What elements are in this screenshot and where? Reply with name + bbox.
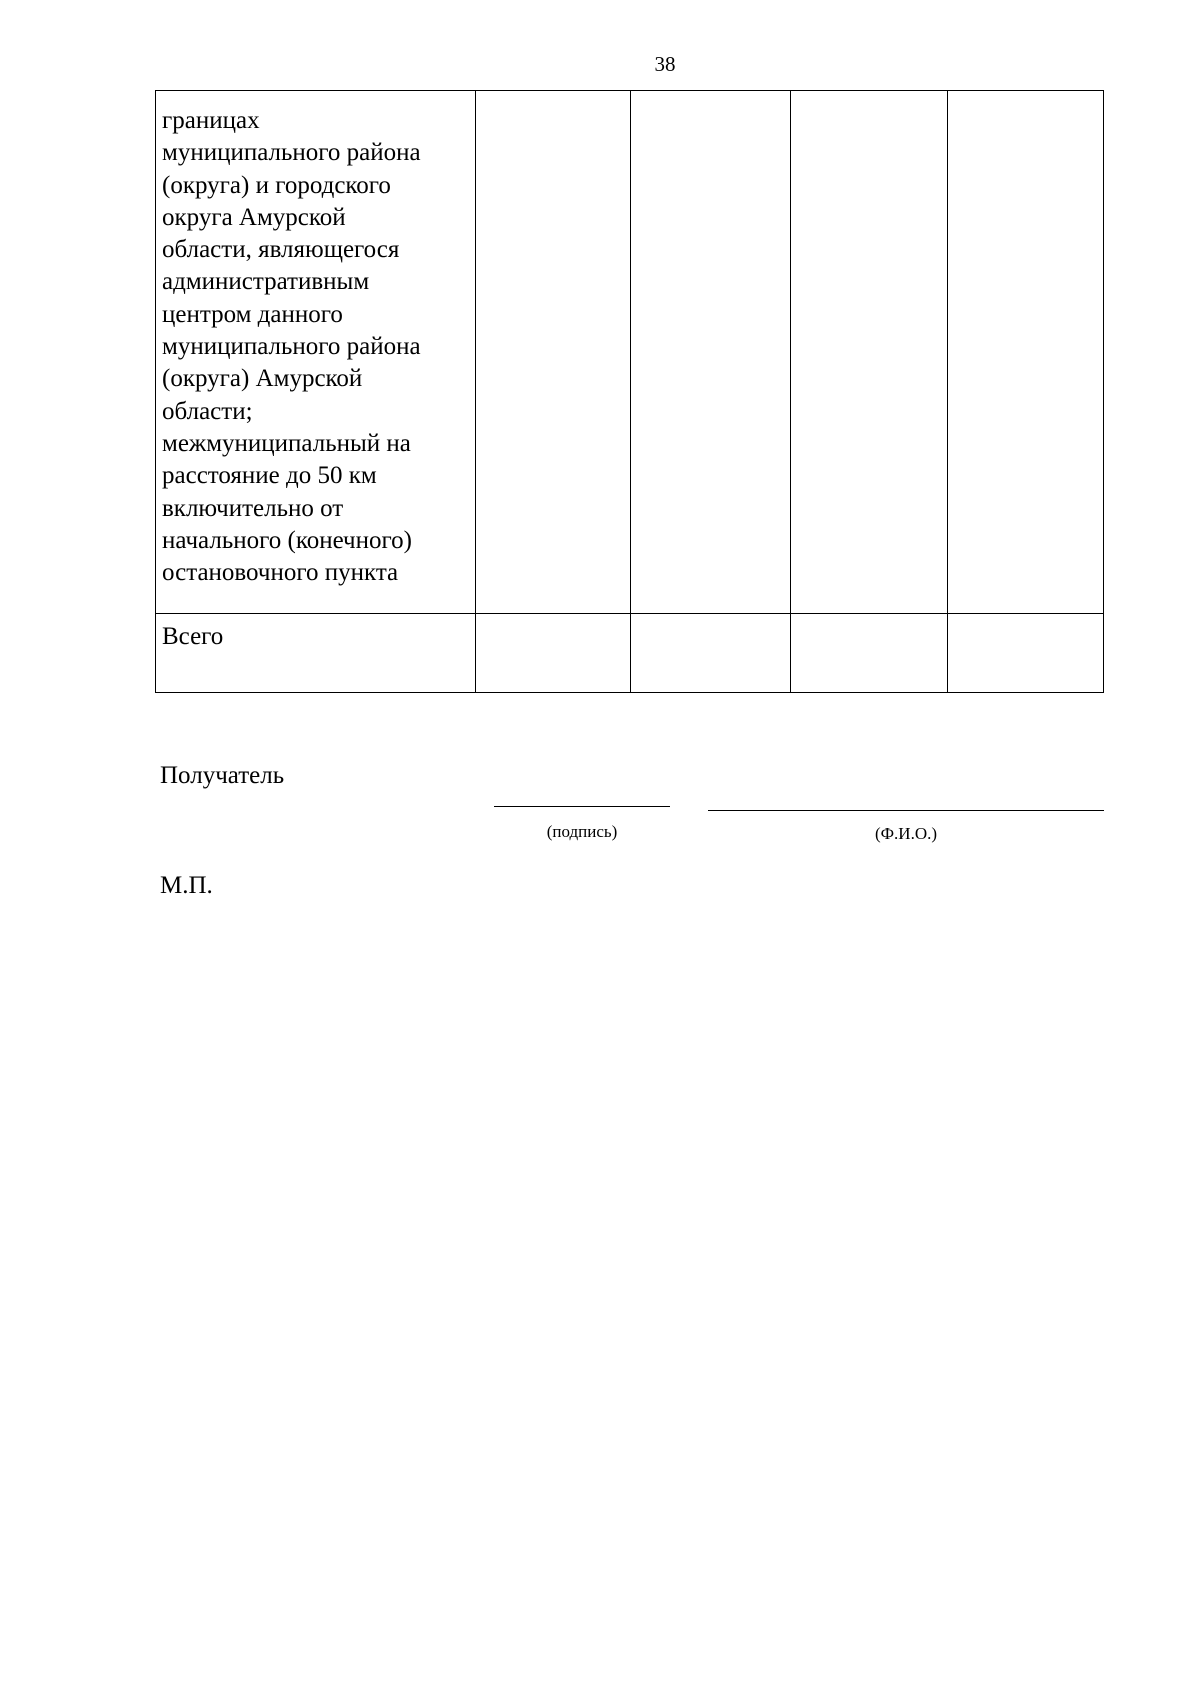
table-cell xyxy=(791,614,948,693)
label-line: расстояние до 50 км xyxy=(162,462,377,490)
label-line: начального (конечного) xyxy=(162,526,412,554)
label-line: области, являющегося xyxy=(162,236,400,264)
page-number: 38 xyxy=(654,52,676,76)
signature-caption: (подпись) xyxy=(546,822,618,841)
table-cell xyxy=(948,614,1104,693)
row-label-total: Всего xyxy=(156,614,476,693)
label-line: включительно от xyxy=(162,494,344,522)
signature-line xyxy=(494,806,670,807)
label-line: административным xyxy=(162,268,370,296)
table-cell xyxy=(631,91,791,614)
label-line: муниципального района xyxy=(162,333,421,361)
row-label-route-description xyxy=(156,91,476,614)
label-line: границах xyxy=(162,107,260,134)
table-cell xyxy=(948,91,1104,614)
table-cell xyxy=(476,614,631,693)
label-line: остановочного пункта xyxy=(162,559,399,587)
label-line: муниципального района xyxy=(162,139,421,167)
table-row xyxy=(156,91,1104,614)
label-line: центром данного xyxy=(162,300,343,328)
stamp-label: М.П. xyxy=(160,872,213,899)
label-line: округа Амурской xyxy=(162,203,346,231)
label-line: области; xyxy=(162,397,253,425)
table-cell xyxy=(631,614,791,693)
label-line: (округа) Амурской xyxy=(162,365,363,393)
table-row-total xyxy=(156,614,1104,693)
table-cell xyxy=(476,91,631,614)
fio-line xyxy=(708,810,1104,811)
table-cell xyxy=(791,91,948,614)
fio-caption: (Ф.И.О.) xyxy=(874,824,938,843)
label-line: (округа) и городского xyxy=(162,171,391,199)
label-line: межмуниципальный на xyxy=(162,429,411,457)
form-table xyxy=(155,90,1104,693)
recipient-label: Получатель xyxy=(160,762,285,789)
